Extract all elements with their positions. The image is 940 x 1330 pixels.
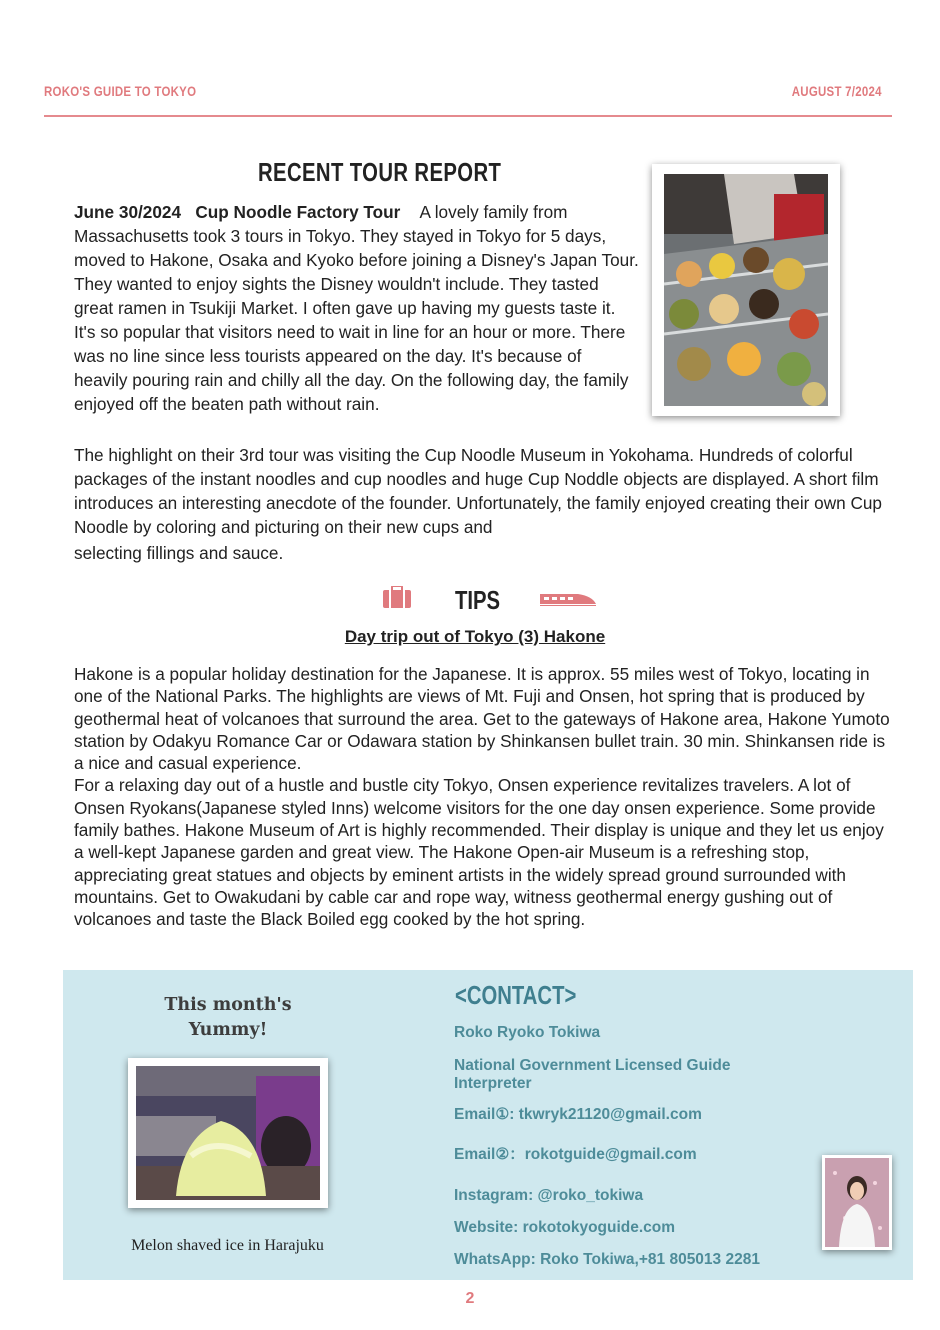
contact-name: Roko Ryoko Tokiwa bbox=[454, 1024, 601, 1041]
melon-ice-photo bbox=[128, 1058, 328, 1208]
bullet-train-icon bbox=[540, 592, 596, 606]
header-date: AUGUST 7/2024 bbox=[792, 83, 882, 99]
tips-paragraph: Hakone is a popular holiday destination for the Japanese. It is approx. 55 miles west of Tokyo, locating in one of the National Parks. The highlights are views of Mt. Fuji and Onsen, hot spring that is produced by geothermal heat of volcanoes that surround the area. Get to the gateways of Hakone area, Hakone Yumoto station by Odakyu Romance Car or Odawara station by Shinkansen bullet train. 30 min. Shinkansen ride is a nice and casual experience. For a relaxing day out of a hustle and bustle city Tokyo, Onsen experience revitalizes travelers. A lot of Onsen Ryokans(Japanese styled Inns) welcome visitors for the one day onsen experience. Some provide family bathes. Hakone Museum of Art is highly recommended. Their display is unique and they let us enjoy a well-kept Japanese garden and great view. The Hakone Open-air Museum is a refreshing stop, appreciating great statues and objects by eminent artists in the widely spread ground surrounded with mountains. Get to Owakudani by cable car and rope way, witness geothermal energy gushing out of volcanoes and taste the Black Boiled egg cooked by the hot spring. bbox=[74, 664, 890, 930]
yummy-title: This month's Yummy! bbox=[164, 995, 292, 1040]
header-left-title: ROKO'S GUIDE TO TOKYO bbox=[44, 83, 197, 99]
report-paragraph-2: The highlight on their 3rd tour was visiting the Cup Noodle Museum in Yokohama. Hundreds of colorful packages of the instant noodles and cup noodles and huge Cup Noddle objects are displayed. A short film introduces an interesting anecdote of the founder. Unfortunately, the family enjoyed creating their own Cup Noodle by coloring and picturing on their new cups and bbox=[74, 445, 882, 537]
cup-noodle-photo-image bbox=[664, 174, 828, 406]
report-tour-name: Cup Noodle Factory Tour bbox=[195, 202, 401, 222]
page-number: 2 bbox=[465, 1290, 475, 1307]
guide-portrait-image bbox=[825, 1158, 889, 1247]
report-text-1: A lovely family from Massachusetts took 3 tours in Tokyo. They stayed in Tokyo for 5 days, moved to Hakone, Osaka and Kyoko before joining a Disney's Japan Tour. They wanted to enjoy sights the Disney wouldn't include. They tasted great ramen in Tsukiji Market. I often gave up having my guests taste it. It's so popular that visitors need to wait in line for an hour or more. There was no line since less tourists appeared on the day. It's because of heavily pouring rain and chilly all the day. On the following day, the family enjoyed off the beaten path without rain. bbox=[74, 202, 639, 414]
cup-noodle-photo bbox=[652, 164, 840, 416]
guide-portrait-photo bbox=[822, 1155, 892, 1250]
yummy-caption: Melon shaved ice in Harajuku bbox=[131, 1237, 324, 1254]
contact-license: National Government Licensed Guide Interpreter bbox=[454, 1057, 731, 1092]
contact-email-2[interactable]: Email②：rokotguide@gmail.com bbox=[454, 1146, 697, 1163]
report-date: June 30/2024 bbox=[74, 202, 182, 222]
suitcase-icon bbox=[383, 586, 411, 608]
header-divider bbox=[44, 115, 892, 117]
report-title: RECENT TOUR REPORT bbox=[258, 157, 502, 187]
contact-website[interactable]: Website: rokotokyoguide.com bbox=[454, 1219, 676, 1236]
contact-title: <CONTACT> bbox=[455, 980, 577, 1010]
tips-title: TIPS bbox=[455, 585, 501, 615]
melon-ice-photo-image bbox=[136, 1066, 320, 1200]
report-paragraph-1 bbox=[74, 200, 639, 416]
report-paragraph-3: selecting fillings and sauce. bbox=[74, 543, 284, 563]
tips-subtitle: Day trip out of Tokyo (3) Hakone bbox=[344, 627, 606, 646]
contact-email-1[interactable]: Email①: tkwryk21120@gmail.com bbox=[454, 1106, 702, 1123]
contact-instagram[interactable]: Instagram: @roko_tokiwa bbox=[454, 1187, 644, 1204]
contact-whatsapp[interactable]: WhatsApp: Roko Tokiwa,+81 805013 2281 bbox=[454, 1251, 760, 1268]
